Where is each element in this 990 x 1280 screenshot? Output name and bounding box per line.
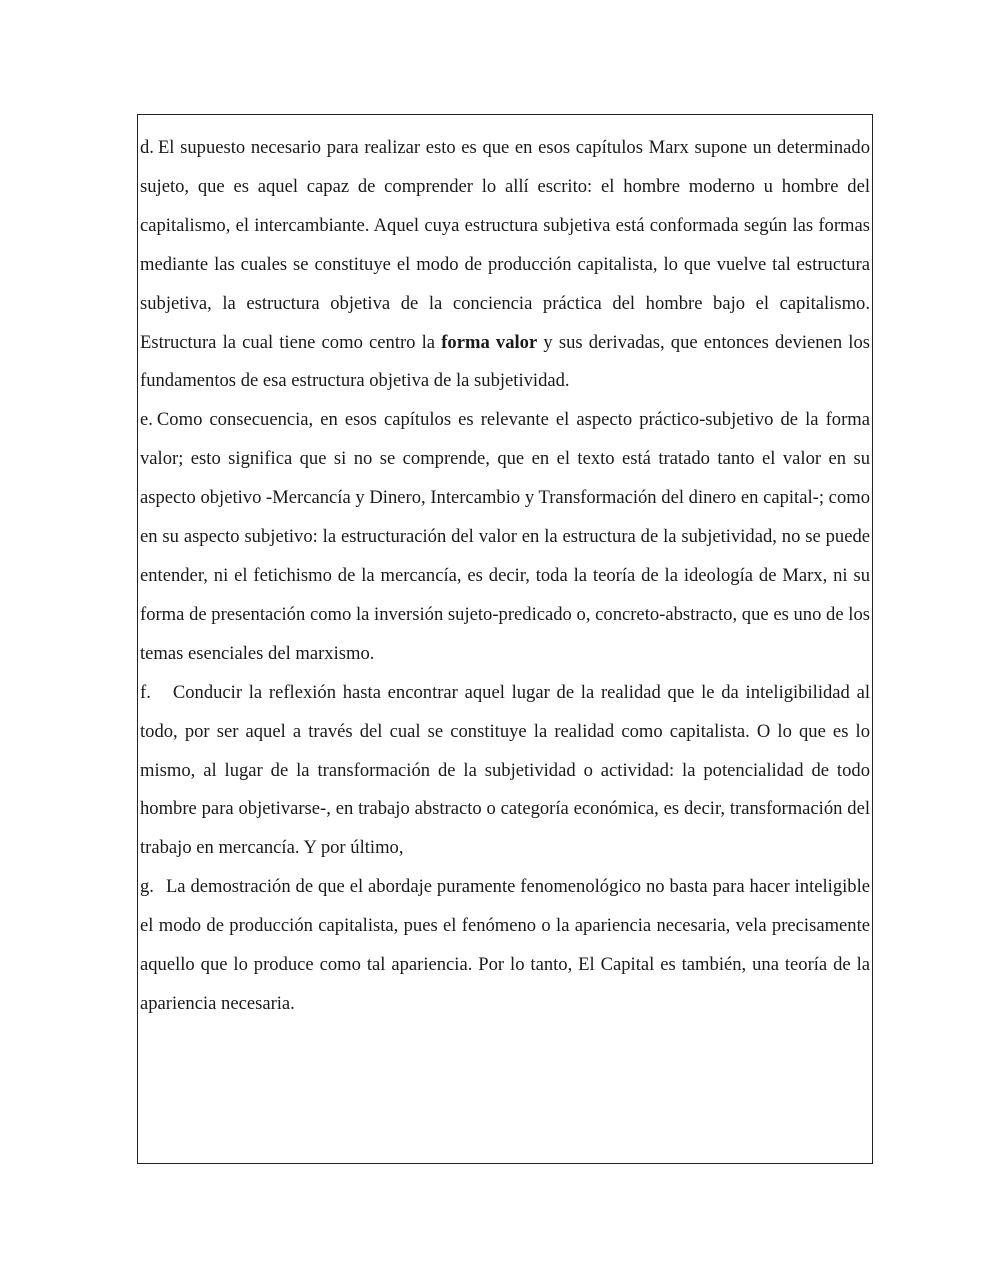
paragraph-g bbox=[140, 868, 870, 1024]
paragraph-text: La demostración de que el abordaje puramente fenomenológico no basta para hacer inteligible el modo de producción capitalista, pues el fenómeno o la apariencia necesaria, vela precisamente aquello que lo produce como tal apariencia. Por lo tanto, El Capital es también, una teoría de la apariencia necesaria. bbox=[140, 876, 870, 1014]
paragraph-text: Conducir la reflexión hasta encontrar aquel lugar de la realidad que le da inteligibilidad al todo, por ser aquel a través del cual se constituye la realidad como capitalista. O lo que es lo mismo, al lugar de la transformación de la subjetividad o actividad: la potencialidad de todo hombre para objetivarse-, en trabajo abstracto o categoría económica, es decir, transformación del trabajo en mercancía. Y por último, bbox=[140, 681, 870, 859]
paragraph-d bbox=[140, 129, 870, 401]
paragraph-label: e. bbox=[140, 409, 153, 431]
bold-term: forma valor bbox=[441, 331, 538, 353]
paragraph-text: Como consecuencia, en esos capítulos es relevante el aspecto práctico-subjetivo de la forma valor; esto significa que si no se comprende, que en el texto está tratado tanto el valor en su aspecto objetivo -Mercancía y Dinero, Intercambio y Transformación del dinero en capital-; como en su aspecto subjetivo: la estructuración del valor en la estructura de la subjetividad, no se puede entender, ni el fetichismo de la mercancía, es decir, toda la teoría de la ideología de Marx, ni su forma de presentación como la inversión sujeto-predicado o, concreto-abstracto, que es uno de los temas esenciales del marxismo. bbox=[140, 409, 870, 664]
paragraph-label: f. bbox=[140, 681, 151, 703]
paragraph-text: y sus derivadas, que entonces devienen los fundamentos de esa estructura objetiva de la subjetividad. bbox=[140, 331, 870, 392]
paragraph-text: El supuesto necesario para realizar esto es que en esos capítulos Marx supone un determinado sujeto, que es aquel capaz de comprender lo allí escrito: el hombre moderno u hombre del capitalismo, el intercambiante. Aquel cuya estructura subjetiva está conformada según las formas mediante las cuales se constituye el modo de producción capitalista, lo que vuelve tal estructura subjetiva, la estructura objetiva de la conciencia práctica del hombre bajo el capitalismo. Estructura la cual tiene como centro la bbox=[140, 137, 870, 353]
paragraph-e bbox=[140, 401, 870, 673]
paragraph-f bbox=[140, 674, 870, 869]
paragraph-label: d. bbox=[140, 137, 154, 158]
bordered-text-box bbox=[137, 114, 873, 1164]
paragraph-label: g. bbox=[140, 876, 154, 898]
